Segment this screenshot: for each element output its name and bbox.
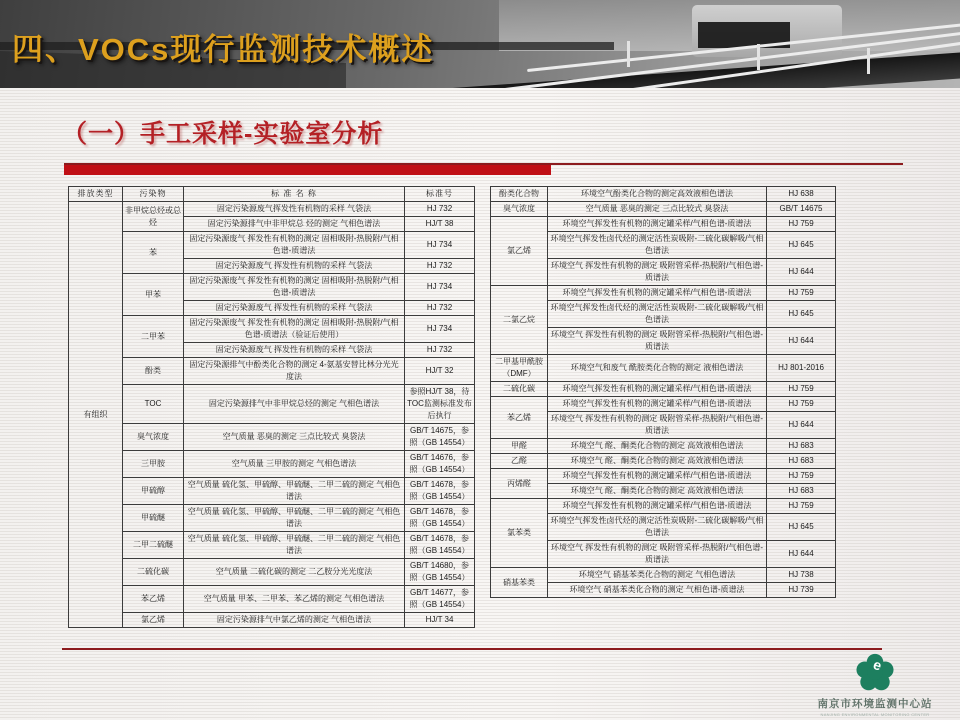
standard-code-cell: HJ 738 [767, 568, 836, 583]
standard-name-cell: 环境空气挥发性有机物的测定罐采样/气相色谱-质谱法 [548, 217, 767, 232]
standard-name-cell: 环境空气 醛、酮类化合物的测定 高效液相色谱法 [548, 454, 767, 469]
right-standards-table [490, 186, 836, 598]
col-header-emission-type: 排放类型 [69, 187, 123, 202]
standard-name-cell: 固定污染源废气 挥发性有机物的采样 气袋法 [184, 343, 405, 358]
table-row [69, 232, 475, 259]
pollutant-cell: 酚类 [123, 358, 184, 385]
standard-code-cell: 参照HJ/T 38，待TOC监测标准发布后执行 [405, 385, 475, 424]
pollutant-cell: TOC [123, 385, 184, 424]
standard-name-cell: 环境空气挥发性有机物的测定罐采样/气相色谱-质谱法 [548, 382, 767, 397]
standard-code-cell: GB/T 14677，参照（GB 14554） [405, 586, 475, 613]
standard-code-cell: GB/T 14676，参照（GB 14554） [405, 451, 475, 478]
photo-railing-post [867, 48, 870, 74]
footer-divider-line [62, 648, 882, 650]
table-row [69, 586, 475, 613]
standard-name-cell: 固定污染源废气挥发性有机物的采样 气袋法 [184, 202, 405, 217]
org-name: 南京市环境监测中心站 [817, 698, 933, 710]
standard-code-cell: HJ 683 [767, 484, 836, 499]
standard-name-cell: 环境空气挥发性有机物的测定罐采样/气相色谱-质谱法 [548, 499, 767, 514]
standard-code-cell: HJ 644 [767, 328, 836, 355]
pollutant-cell: 苯乙烯 [491, 397, 548, 439]
pollutant-cell: 甲硫醇 [123, 478, 184, 505]
table-row [491, 568, 836, 583]
table-row [491, 454, 836, 469]
pollutant-cell: 甲硫醚 [123, 505, 184, 532]
standard-code-cell: HJ 645 [767, 232, 836, 259]
svg-text:e: e [871, 656, 884, 674]
col-header-pollutant: 污染物 [123, 187, 184, 202]
standard-name-cell: 空气质量 二硫化碳的测定 二乙胺分光光度法 [184, 559, 405, 586]
standard-name-cell: 环境空气酚类化合物的测定高效液相色谱法 [548, 187, 767, 202]
pollutant-cell: 臭气浓度 [491, 202, 548, 217]
table-row [491, 187, 836, 202]
table-row [491, 382, 836, 397]
standard-code-cell: HJ 759 [767, 217, 836, 232]
standard-code-cell: HJ 732 [405, 259, 475, 274]
standard-name-cell: 空气质量 恶臭的测定 三点比较式 臭袋法 [548, 202, 767, 217]
standard-code-cell: HJ 732 [405, 301, 475, 316]
standard-code-cell: HJ 683 [767, 454, 836, 469]
standard-name-cell: 环境空气挥发性卤代烃的测定活性炭吸附-二硫化碳解吸/气相色谱法 [548, 232, 767, 259]
standard-name-cell: 环境空气 硝基苯类化合物的测定 气相色谱-质谱法 [548, 583, 767, 598]
pollutant-cell: 苯乙烯 [123, 586, 184, 613]
standard-name-cell: 空气质量 三甲胺的测定 气相色谱法 [184, 451, 405, 478]
pollutant-cell: 三甲胺 [123, 451, 184, 478]
standard-code-cell: HJ 801-2016 [767, 355, 836, 382]
standard-name-cell: 固定污染源废气 挥发性有机物的测定 固相吸附-热脱附/气相色谱-质谱法 [184, 232, 405, 259]
table-row [69, 613, 475, 628]
standard-code-cell: HJ 683 [767, 439, 836, 454]
pollutant-cell: 二硫化碳 [123, 559, 184, 586]
org-name-en: NANJING ENVIRONMENTAL MONITORING CENTER [820, 712, 930, 717]
standard-code-cell: HJ 739 [767, 583, 836, 598]
table-row [69, 274, 475, 301]
table-row [491, 217, 836, 232]
slide-subtitle: （一）手工采样-实验室分析 [62, 120, 384, 148]
table-row [491, 397, 836, 412]
standard-code-cell: HJ 732 [405, 202, 475, 217]
standard-code-cell: HJ 734 [405, 232, 475, 259]
standard-code-cell: HJ/T 38 [405, 217, 475, 232]
standard-code-cell: HJ/T 34 [405, 613, 475, 628]
standard-name-cell: 固定污染源废气 挥发性有机物的测定 固相吸附-热脱附/气相色谱-质谱法 [184, 274, 405, 301]
pollutant-cell: 氯乙烯 [491, 217, 548, 286]
standard-name-cell: 环境空气挥发性卤代烃的测定活性炭吸附-二硫化碳解吸/气相色谱法 [548, 301, 767, 328]
standard-code-cell: HJ 759 [767, 469, 836, 484]
standard-code-cell: HJ 732 [405, 343, 475, 358]
table-row [69, 451, 475, 478]
pollutant-cell: 二甲苯 [123, 316, 184, 358]
standard-code-cell: HJ 644 [767, 259, 836, 286]
standard-name-cell: 固定污染源排气中酚类化合物的测定 4-氨基安替比林分光光度法 [184, 358, 405, 385]
pollutant-cell: 乙醛 [491, 454, 548, 469]
table-row [69, 316, 475, 343]
standard-name-cell: 环境空气和废气 酰胺类化合物的测定 液相色谱法 [548, 355, 767, 382]
standard-name-cell: 环境空气 挥发性有机物的测定 吸附管采样-热脱附/气相色谱-质谱法 [548, 259, 767, 286]
pollutant-cell: 硝基苯类 [491, 568, 548, 598]
table-row [69, 358, 475, 385]
standard-name-cell: 固定污染源排气中非甲烷总 烃的测定 气相色谱法 [184, 217, 405, 232]
photo-railing-post [757, 44, 760, 70]
subtitle-underline-bar [64, 165, 551, 175]
standard-code-cell: HJ 645 [767, 301, 836, 328]
pollutant-cell: 氯乙烯 [123, 613, 184, 628]
standard-code-cell: HJ 734 [405, 316, 475, 343]
pollutant-cell: 非甲烷总烃或总烃 [123, 202, 184, 232]
table-row [491, 499, 836, 514]
table-row [69, 559, 475, 586]
pollutant-cell: 酚类化合物 [491, 187, 548, 202]
table-row [69, 532, 475, 559]
pollutant-cell: 氯苯类 [491, 499, 548, 568]
standard-code-cell: HJ 638 [767, 187, 836, 202]
standard-code-cell: HJ 734 [405, 274, 475, 301]
table-row [491, 439, 836, 454]
table-row [491, 202, 836, 217]
standard-code-cell: HJ 644 [767, 412, 836, 439]
table-row [69, 385, 475, 424]
pollutant-cell: 二甲二硫醚 [123, 532, 184, 559]
emission-type-cell: 有组织 [69, 202, 123, 628]
standard-name-cell: 环境空气挥发性卤代烃的测定活性炭吸附-二硫化碳解吸/气相色谱法 [548, 514, 767, 541]
standard-code-cell: HJ 759 [767, 286, 836, 301]
pollutant-cell: 苯 [123, 232, 184, 274]
org-logo [796, 650, 954, 717]
pollutant-cell: 二甲基甲酰胺（DMF） [491, 355, 548, 382]
standard-name-cell: 固定污染源废气 挥发性有机物的采样 气袋法 [184, 259, 405, 274]
standard-code-cell: GB/T 14680，参照（GB 14554） [405, 559, 475, 586]
photo-railing-post [627, 41, 630, 67]
col-header-standard-code: 标准号 [405, 187, 475, 202]
pollutant-cell: 丙烯醛 [491, 469, 548, 499]
standard-code-cell: HJ 759 [767, 397, 836, 412]
standard-name-cell: 环境空气 挥发性有机物的测定 吸附管采样-热脱附/气相色谱-质谱法 [548, 328, 767, 355]
standard-name-cell: 空气质量 甲苯、二甲苯、苯乙烯的测定 气相色谱法 [184, 586, 405, 613]
standard-name-cell: 固定污染源废气 挥发性有机物的采样 气袋法 [184, 301, 405, 316]
pollutant-cell: 二氯乙烷 [491, 286, 548, 355]
standard-code-cell: GB/T 14678，参照（GB 14554） [405, 505, 475, 532]
pollutant-cell: 甲苯 [123, 274, 184, 316]
standard-name-cell: 环境空气挥发性有机物的测定罐采样/气相色谱-质谱法 [548, 469, 767, 484]
standard-code-cell: HJ 759 [767, 382, 836, 397]
standard-name-cell: 空气质量 恶臭的测定 三点比较式 臭袋法 [184, 424, 405, 451]
slide-title: 四、VOCs现行监测技术概述 [12, 32, 435, 67]
col-header-standard-name: 标 准 名 称 [184, 187, 405, 202]
standard-name-cell: 环境空气 醛、酮类化合物的测定 高效液相色谱法 [548, 439, 767, 454]
standard-name-cell: 固定污染源排气中非甲烷总烃的测定 气相色谱法 [184, 385, 405, 424]
table-row [491, 355, 836, 382]
pollutant-cell: 二硫化碳 [491, 382, 548, 397]
pollutant-cell: 甲醛 [491, 439, 548, 454]
standard-name-cell: 环境空气挥发性有机物的测定罐采样/气相色谱-质谱法 [548, 286, 767, 301]
standard-code-cell: HJ 645 [767, 514, 836, 541]
table-row [491, 286, 836, 301]
table-header-row [69, 187, 475, 202]
table-row [69, 478, 475, 505]
standard-name-cell: 空气质量 硫化氢、甲硫醇、甲硫醚、二甲二硫的测定 气相色谱法 [184, 478, 405, 505]
standard-name-cell: 环境空气挥发性有机物的测定罐采样/气相色谱-质谱法 [548, 397, 767, 412]
standard-name-cell: 环境空气 醛、酮类化合物的测定 高效液相色谱法 [548, 484, 767, 499]
standard-code-cell: HJ 759 [767, 499, 836, 514]
standard-name-cell: 空气质量 硫化氢、甲硫醇、甲硫醚、二甲二硫的测定 气相色谱法 [184, 505, 405, 532]
flower-logo-icon [852, 650, 898, 696]
standard-name-cell: 环境空气 挥发性有机物的测定 吸附管采样-热脱附/气相色谱-质谱法 [548, 412, 767, 439]
standard-name-cell: 环境空气 挥发性有机物的测定 吸附管采样-热脱附/气相色谱-质谱法 [548, 541, 767, 568]
standard-name-cell: 空气质量 硫化氢、甲硫醇、甲硫醚、二甲二硫的测定 气相色谱法 [184, 532, 405, 559]
standard-name-cell: 固定污染源废气 挥发性有机物的测定 固相吸附-热脱附/气相色谱-质谱法（验证后使用） [184, 316, 405, 343]
table-row [69, 202, 475, 217]
standard-name-cell: 环境空气 硝基苯类化合物的测定 气相色谱法 [548, 568, 767, 583]
standard-code-cell: GB/T 14675 [767, 202, 836, 217]
standard-code-cell: GB/T 14678，参照（GB 14554） [405, 478, 475, 505]
table-row [69, 424, 475, 451]
standard-code-cell: GB/T 14675，参照（GB 14554） [405, 424, 475, 451]
standard-code-cell: HJ 644 [767, 541, 836, 568]
pollutant-cell: 臭气浓度 [123, 424, 184, 451]
standard-name-cell: 固定污染源排气中氯乙烯的测定 气相色谱法 [184, 613, 405, 628]
standard-code-cell: HJ/T 32 [405, 358, 475, 385]
left-standards-table [68, 186, 475, 628]
standard-code-cell: GB/T 14678，参照（GB 14554） [405, 532, 475, 559]
header-photo [0, 0, 960, 88]
table-row [69, 505, 475, 532]
table-row [491, 469, 836, 484]
